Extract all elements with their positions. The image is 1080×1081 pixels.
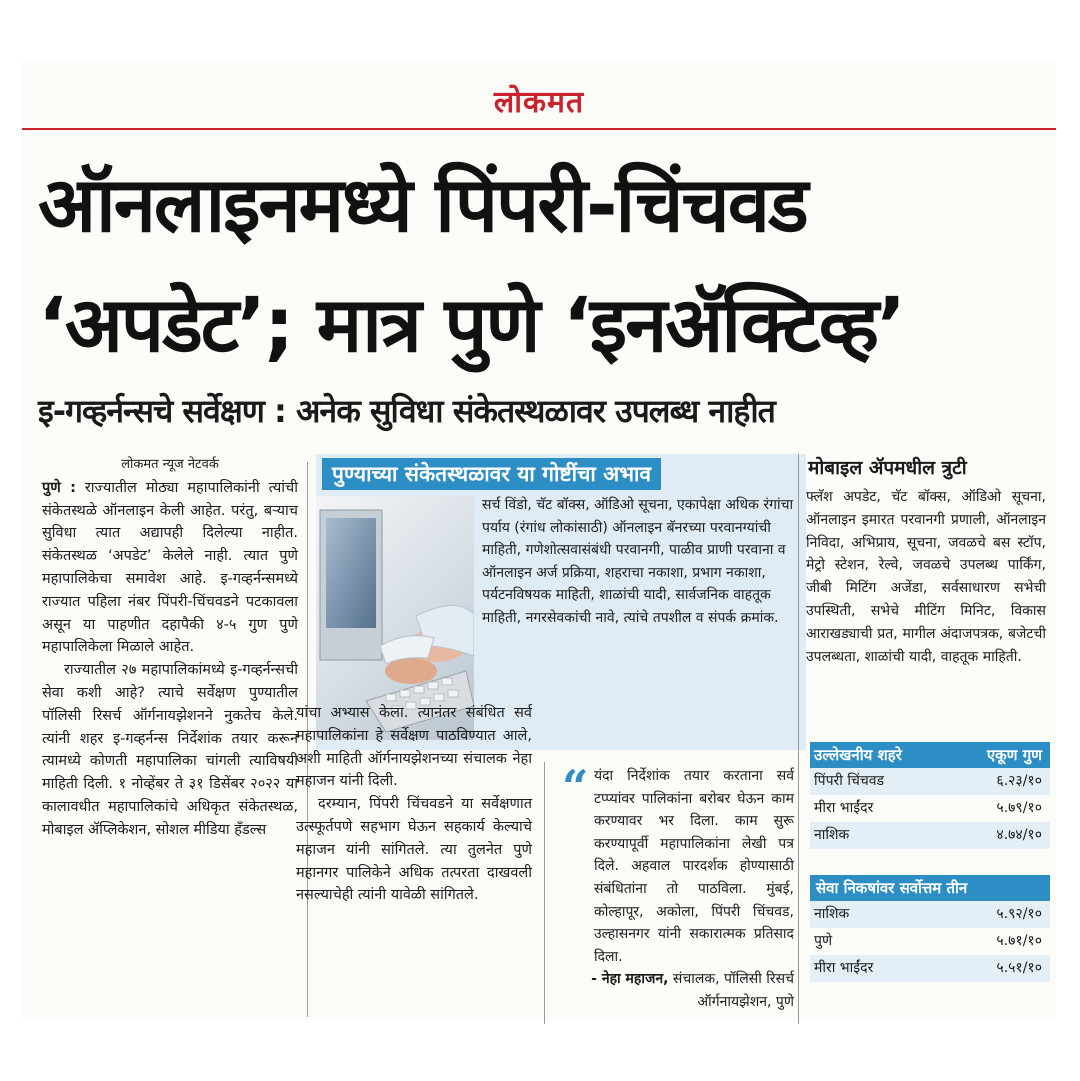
newspaper-clipping <box>22 62 1056 1020</box>
quote-author: - नेहा महाजन, <box>591 971 669 988</box>
row-score: ५.९२/१० <box>996 906 1042 922</box>
row-score: ६.२३/१० <box>996 773 1042 789</box>
quote-text: यंदा निर्देशांक तयार करताना सर्व टप्प्यांवर पालिकांना बरोबर घेऊन काम करण्यावर भर दिला. काम सुरू करण्यापूर्वी महापालिकांना लेखी पत्र दिले. अहवाल पारदर्शक होण्यासाठी संबंधितांना तो पाठविला. मुंबई, कोल्हापूर, अकोला, पिंपरी चिंचवड, उल्हासनगर यांनी सकारात्मक प्रतिसाद दिला. <box>594 768 794 965</box>
table-row <box>810 795 1050 822</box>
dateline: लोकमत न्यूज नेटवर्क <box>121 457 219 472</box>
row-city: पिंपरी चिंचवड <box>814 773 885 789</box>
article-column-1 <box>42 454 298 842</box>
missing-features-title: पुण्याच्या संकेतस्थळावर या गोष्टींचा अभाव <box>322 458 661 490</box>
masthead-rule <box>22 128 1056 130</box>
headline-line-2: ‘अपडेट’; मात्र पुणे ‘इनॲक्टिव्ह’ <box>38 280 904 369</box>
row-city: मीरा भाईंदर <box>814 960 874 976</box>
top-cities-col-score: एकूण गुण <box>986 746 1042 764</box>
mobile-app-title: मोबाइल ॲपमधील त्रुटी <box>808 457 967 479</box>
masthead-logo: लोकमत <box>493 85 585 120</box>
row-city: पुणे <box>814 933 833 949</box>
row-city: नाशिक <box>814 906 850 922</box>
column-divider <box>798 454 799 1024</box>
row-city: नाशिक <box>814 827 850 843</box>
row-score: ५.५१/१० <box>996 960 1042 976</box>
article-paragraph-4: दरम्यान, पिंपरी चिंचवडने या सर्वेक्षणात उत्स्फूर्तपणे सहभाग घेऊन सहकार्य केल्याचे महाजन यांनी सांगितले. त्या तुलनेत पुणे महानगर पालिकेने अधिक तत्परता दाखवली नसल्याचेही त्यांनी यावेळी सांगितले. <box>296 796 532 904</box>
best-service-table <box>810 875 1050 982</box>
article-paragraph-1: राज्यातील मोठ्या महापालिकांनी त्यांची संकेतस्थळे ऑनलाइन केली आहेत. परंतु, बऱ्याच सुविधा त्यात अद्यापही दिलेल्या नाहीत. संकेतस्थळ ‘अपडेट’ केलेले नाही. त्यात पुणे महापालिकेचा समावेश आहे. इ-गव्हर्नन्समध्ये राज्यात पहिला नंबर पिंपरी-चिंचवडने पटकावला असून या पाहणीत दहापैकी ४-५ गुण पुणे महापालिकेला मिळाले आहेत. <box>42 479 299 656</box>
article-paragraph-2: राज्यातील २७ महापालिकांमध्ये इ-गव्हर्नन्सची सेवा कशी आहे? त्याचे सर्वेक्षण पुण्यातील पॉलिसी रिसर्च ऑर्गनायझेशनने नुकतेच केले. त्यांनी शहर इ-गव्हर्नन्स निर्देशांक तयार करून त्यामध्ये कोणती महापालिका चांगली त्याविषयी माहिती दिली. १ नोव्हेंबर ते ३१ डिसेंबर २०२२ या कालावधीत महापालिकांचे अधिकृत संकेतस्थळ, मोबाइल ॲप्लिकेशन, सोशल मीडिया हँडल्स <box>42 662 298 838</box>
row-city: मीरा भाईंदर <box>814 800 874 816</box>
article-column-2 <box>296 702 532 907</box>
top-cities-col-city: उल्लेखनीय शहरे <box>814 746 902 764</box>
row-score: ५.७९/१० <box>996 800 1042 816</box>
article-paragraph-3: यांचा अभ्यास केला. त्यानंतर संबंधित सर्व महापालिकांना हे सर्वेक्षण पाठविण्यात आले, अशी माहिती ऑर्गनायझेशनच्या संचालक नेहा महाजन यांनी दिली. <box>296 705 532 790</box>
table-row <box>810 768 1050 795</box>
mobile-app-text: फ्लॅश अपडेट, चॅट बॉक्स, ऑडिओ सूचना, ऑनलाइन इमारत परवानगी प्रणाली, ऑनलाइन निविदा, अभिप्राय, सूचना, जवळचे बस स्टॉप, मेट्रो स्टेशन, रेल्वे, जवळचे उपलब्ध पार्किंग, जीबी मिटिंग अजेंडा, सर्वसाधारण सभेची उपस्थिती, सभेचे मीटिंग मिनिट, विकास आराखड्याची प्रत, मागील अंदाजपत्रक, बजेटची उपलब्धता, शाळांची यादी, वाहतूक माहिती. <box>806 489 1046 665</box>
top-cities-table <box>810 742 1050 849</box>
row-score: ४.७४/१० <box>996 827 1042 843</box>
table-row <box>810 822 1050 849</box>
table-row <box>810 928 1050 955</box>
top-cities-header <box>810 742 1050 768</box>
table-row <box>810 955 1050 982</box>
expert-quote <box>556 760 794 1014</box>
quote-author-role: संचालक, पॉलिसी रिसर्च ऑर्गनायझेशन, पुणे <box>672 971 794 1010</box>
row-score: ५.७१/१० <box>996 933 1042 949</box>
dateline-place: पुणे : <box>42 479 76 496</box>
best-service-title: सेवा निकषांवर सर्वोत्तम तीन <box>810 875 1050 901</box>
quote-mark-icon: “ <box>562 760 589 814</box>
table-row <box>810 901 1050 928</box>
column-divider <box>544 762 545 1024</box>
headline-line-1: ऑनलाइनमध्ये पिंपरी-चिंचवड <box>38 160 807 249</box>
subheadline: इ-गव्हर्नन्सचे सर्वेक्षण : अनेक सुविधा संकेतस्थळावर उपलब्ध नाहीत <box>38 392 775 430</box>
missing-features-text: सर्च विंडो, चॅट बॉक्स, ऑडिओ सूचना, एकापेक्षा अधिक रंगांचा पर्याय (रंगांध लोकांसाठी) ऑनलाइन बॅनरच्या परवानग्यांची माहिती, गणेशोत्सवासंबंधी परवानगी, पाळीव प्राणी परवाना व ऑनलाइन अर्ज प्रक्रिया, शहराचा नकाशा, प्रभाग नकाशा, पर्यटनविषयक माहिती, शाळांची यादी, सार्वजनिक वाहतूक माहिती, नगरसेवकांची नावे, त्यांचे तपशील व संपर्क क्रमांक. <box>482 497 794 626</box>
